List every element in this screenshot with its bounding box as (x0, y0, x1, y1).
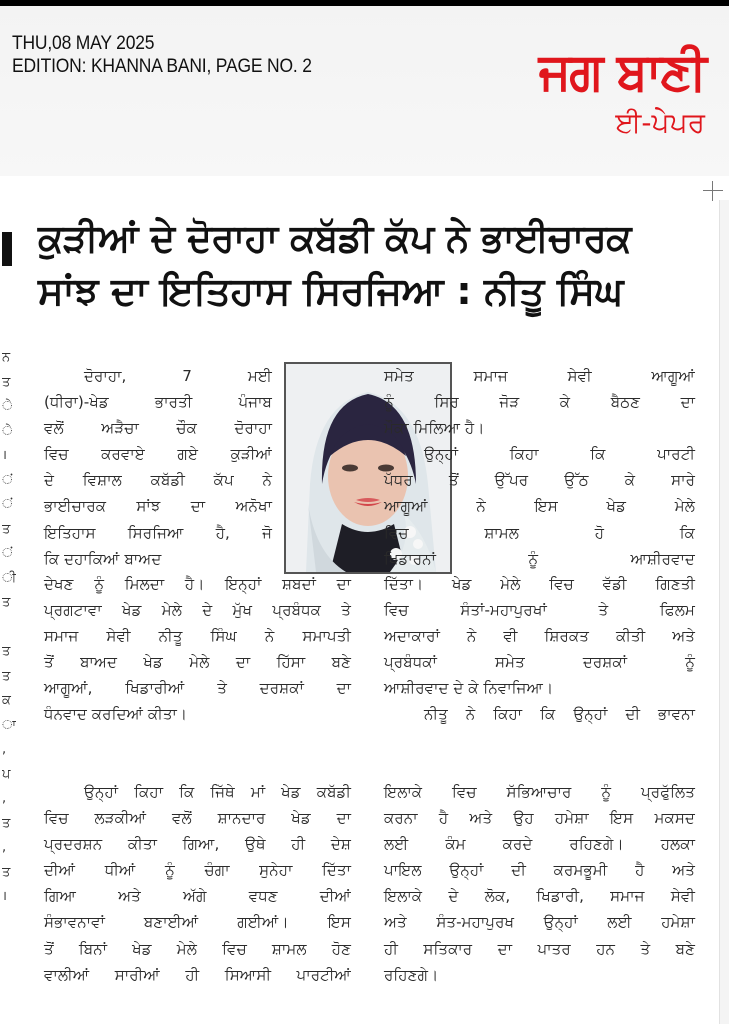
article-line: ਦਿੱਤਾ। ਖੇਡ ਮੇਲੇ ਵਿਚ ਵੱਡੀ ਗਿਣਤੀ (384, 575, 695, 593)
edge-fragment: ਤ (2, 864, 11, 880)
adjacent-column-fragment (2, 346, 16, 910)
edge-fragment: ਾ (2, 717, 16, 733)
article-line: ਇਲਾਕੇ ਵਿਚ ਸੱਭਿਆਚਾਰ ਨੂੰ ਪ੍ਰਫੁੱਲਿਤ (384, 783, 695, 801)
edge-fragment: । (2, 448, 7, 463)
article-line: ਵਾਲੀਆਂ ਸਾਰੀਆਂ ਹੀ ਸਿਆਸੀ ਪਾਰਟੀਆਂ (44, 965, 351, 984)
article-line: ਹੀ ਸਤਿਕਾਰ ਦਾ ਪਾਤਰ ਹਨ ਤੇ ਬਣੇ (384, 939, 695, 958)
headline-line-2: ਸਾਂਝ ਦਾ ਇਤਿਹਾਸ ਸਿਰਜਿਆ : ਨੀਤੂ ਸਿੰਘ (38, 269, 623, 313)
edge-fragment: ਤ (2, 668, 11, 684)
article-line: ਪ੍ਰਗਟਾਵਾ ਖੇਡ ਮੇਲੇ ਦੇ ਮੁੱਖ ਪ੍ਰਬੰਧਕ ਤੇ (44, 601, 351, 620)
edge-fragment: ੇ (2, 399, 13, 414)
article-line: ਨੂੰ ਸਿਰ ਜੋੜ ਕੇ ਬੈਠਣ ਦਾ (384, 393, 695, 412)
edition-meta (12, 32, 312, 78)
page-edge (719, 200, 729, 1024)
article-line: ਤੋਂ ਬਾਅਦ ਖੇਡ ਮੇਲੇ ਦਾ ਹਿੱਸਾ ਬਣੇ (44, 653, 351, 672)
article-line: ਭਾਈਚਾਰਕ ਸਾਂਝ ਦਾ ਅਨੋਖਾ (44, 497, 272, 516)
article-line: ਪੱਧਰ ਤੋਂ ਉੱਪਰ ਉੱਠ ਕੇ ਸਾਰੇ (384, 471, 695, 490)
edge-fragment: ਤ (2, 644, 11, 659)
headline-line-1: ਕੁੜੀਆਂ ਦੇ ਦੋਰਾਹਾ ਕਬੱਡੀ ਕੱਪ ਨੇ ਭਾਈਚਾਰਕ (38, 216, 632, 260)
edge-fragment: ੇ (2, 423, 13, 439)
edition-name: EDITION: KHANNA BANI, PAGE NO. 2 (12, 56, 312, 77)
edge-fragment: ਂ (2, 546, 13, 561)
crop-mark-icon (703, 181, 723, 201)
article-line: ਸਮਾਜ ਸੇਵੀ ਨੀਤੂ ਸਿੰਘ ਨੇ ਸਮਾਪਤੀ (44, 627, 351, 646)
adjacent-headline-fragment (2, 232, 12, 266)
article-line: ਅਦਾਕਾਰਾਂ ਨੇ ਵੀ ਸ਼ਿਰਕਤ ਕੀਤੀ ਅਤੇ (384, 627, 695, 646)
logo-subtitle: ਈ-ਪੇਪਰ (615, 106, 705, 139)
logo-title: ਜਗ ਬਾਣੀ (538, 42, 705, 102)
article-line: ਇਲਾਕੇ ਦੇ ਲੋਕ, ਖਿਡਾਰੀ, ਸਮਾਜ ਸੇਵੀ (384, 887, 695, 906)
article-line: ਖਿਡਾਰਨਾਂ ਨੂੰ ਆਸ਼ੀਰਵਾਦ (384, 549, 695, 568)
edge-fragment: ਪ (2, 766, 11, 782)
jagbani-logo (530, 42, 705, 142)
article-line: ਆਸ਼ੀਰਵਾਦ ਦੇ ਕੇ ਨਿਵਾਜਿਆ। (384, 679, 554, 698)
article-column-2-middle (384, 571, 695, 728)
edge-fragment: ਤ (2, 374, 11, 390)
article-column-2-bottom (384, 779, 695, 988)
article-line: ਦੇਖਣ ਨੂੰ ਮਿਲਦਾ ਹੈ। ਇਨ੍ਹਾਂ ਸ਼ਬਦਾਂ ਦਾ (44, 575, 351, 593)
article-line: ਵਿਚ ਸ਼ਾਮਲ ਹੋ ਕਿ (384, 523, 695, 542)
article-line: ਵਿਚ ਲੜਕੀਆਂ ਵਲੋਂ ਸ਼ਾਨਦਾਰ ਖੇਡ ਦਾ (44, 809, 351, 828)
article-line: ਵਿਚ ਸੰਤਾਂ-ਮਹਾਪੁਰਖਾਂ ਤੇ ਫਿਲਮ (384, 601, 695, 620)
article-line: ਧੰਨਵਾਦ ਕਰਦਿਆਂ ਕੀਤਾ। (44, 705, 188, 724)
article-line: ਗਿਆ ਅਤੇ ਅੱਗੇ ਵਧਣ ਦੀਆਂ (44, 887, 351, 906)
edge-fragment: ਤ (2, 595, 11, 610)
article-line: ਲਈ ਕੰਮ ਕਰਦੇ ਰਹਿਣਗੇ। ਹਲਕਾ (384, 835, 695, 854)
edge-fragment: ਂ (2, 497, 13, 512)
edge-fragment: , (2, 840, 7, 855)
edge-fragment: , (2, 742, 7, 757)
article-line: ਦੀਆਂ ਧੀਆਂ ਨੂੰ ਚੰਗਾ ਸੁਨੇਹਾ ਦਿੱਤਾ (44, 861, 351, 880)
article-line: ਰਹਿਣਗੇ। (384, 965, 439, 984)
article-line: ਆਗੂਆਂ, ਖਿਡਾਰੀਆਂ ਤੇ ਦਰਸ਼ਕਾਂ ਦਾ (44, 679, 351, 698)
edge-fragment: ਂ (2, 472, 13, 488)
article-line: ਅਤੇ ਸੰਤ-ਮਹਾਪੁਰਖ ਉਨ੍ਹਾਂ ਲਈ ਹਮੇਸ਼ਾ (384, 913, 695, 932)
article-line: ਕਰਨਾ ਹੈ ਅਤੇ ਉਹ ਹਮੇਸ਼ਾ ਇਸ ਮਕਸਦ (384, 809, 695, 828)
edge-fragment: ੀ (2, 570, 16, 586)
article-column-2-top (384, 363, 695, 572)
article-line: ਵਲੋਂ ਅੜੈਚਾ ਚੌਕ ਦੋਰਾਹਾ (44, 419, 272, 438)
article-line: ਉਨ੍ਹਾਂ ਕਿਹਾ ਕਿ ਪਾਰਟੀ (424, 445, 695, 464)
article-line: ਕਿ ਦਹਾਕਿਆਂ ਬਾਅਦ (44, 549, 162, 568)
article-line: ਨੀਤੂ ਨੇ ਕਿਹਾ ਕਿ ਉਨ੍ਹਾਂ ਦੀ ਭਾਵਨਾ (424, 705, 695, 724)
article-line: ਸਮੇਤ ਸਮਾਜ ਸੇਵੀ ਆਗੂਆਂ (384, 367, 695, 385)
article-line: ਦੋਰਾਹਾ, 7 ਮਈ (84, 367, 272, 385)
edge-fragment: ਤ (2, 815, 11, 831)
article-line: ਇਤਿਹਾਸ ਸਿਰਜਿਆ ਹੈ, ਜੋ (44, 523, 272, 542)
article-line: ਤੋਂ ਬਿਨਾਂ ਖੇਡ ਮੇਲੇ ਵਿਚ ਸ਼ਾਮਲ ਹੋਣ (44, 939, 351, 958)
edition-date: THU,08 MAY 2025 (12, 33, 155, 54)
article-line: ਪ੍ਰਬੰਧਕਾਂ ਸਮੇਤ ਦਰਸ਼ਕਾਂ ਨੂੰ (384, 653, 695, 672)
edge-fragment: । (2, 889, 7, 904)
edge-fragment: , (2, 791, 7, 806)
edge-fragment: ਤ (2, 521, 11, 537)
article-line: ਪ੍ਰਦਰਸ਼ਨ ਕੀਤਾ ਗਿਆ, ਉਥੇ ਹੀ ਦੇਸ਼ (44, 835, 351, 854)
article-line: ਉਨ੍ਹਾਂ ਕਿਹਾ ਕਿ ਜਿੱਥੇ ਮਾਂ ਖੇਡ ਕਬੱਡੀ (84, 783, 351, 801)
edge-fragment: ਨ (2, 350, 11, 365)
article-column-1-top (44, 363, 272, 572)
article-line: (ਧੀਰਾ)-ਖੇਡ ਭਾਰਤੀ ਪੰਜਾਬ (44, 393, 272, 412)
article-column-1-bottom (44, 779, 351, 988)
epaper-header (0, 6, 729, 176)
article-headline (38, 212, 698, 318)
article-line: ਪਾਇਲ ਉਨ੍ਹਾਂ ਦੀ ਕਰਮਭੂਮੀ ਹੈ ਅਤੇ (384, 861, 695, 880)
article-line: ਵਿਚ ਕਰਵਾਏ ਗਏ ਕੁੜੀਆਂ (44, 445, 272, 464)
edge-fragment (2, 616, 16, 641)
edge-fragment: ਕ (2, 693, 11, 708)
article-line: ਸੰਭਾਵਨਾਵਾਂ ਬਣਾਈਆਂ ਗਈਆਂ। ਇਸ (44, 913, 351, 932)
article-column-1-middle (44, 571, 351, 728)
article-line: ਦੇ ਵਿਸ਼ਾਲ ਕਬੱਡੀ ਕੱਪ ਨੇ (44, 471, 272, 490)
article-line: ਮੌਕਾ ਮਿਲਿਆ ਹੈ। (384, 419, 485, 438)
article-line: ਆਗੂਆਂ ਨੇ ਇਸ ਖੇਡ ਮੇਲੇ (384, 497, 695, 516)
